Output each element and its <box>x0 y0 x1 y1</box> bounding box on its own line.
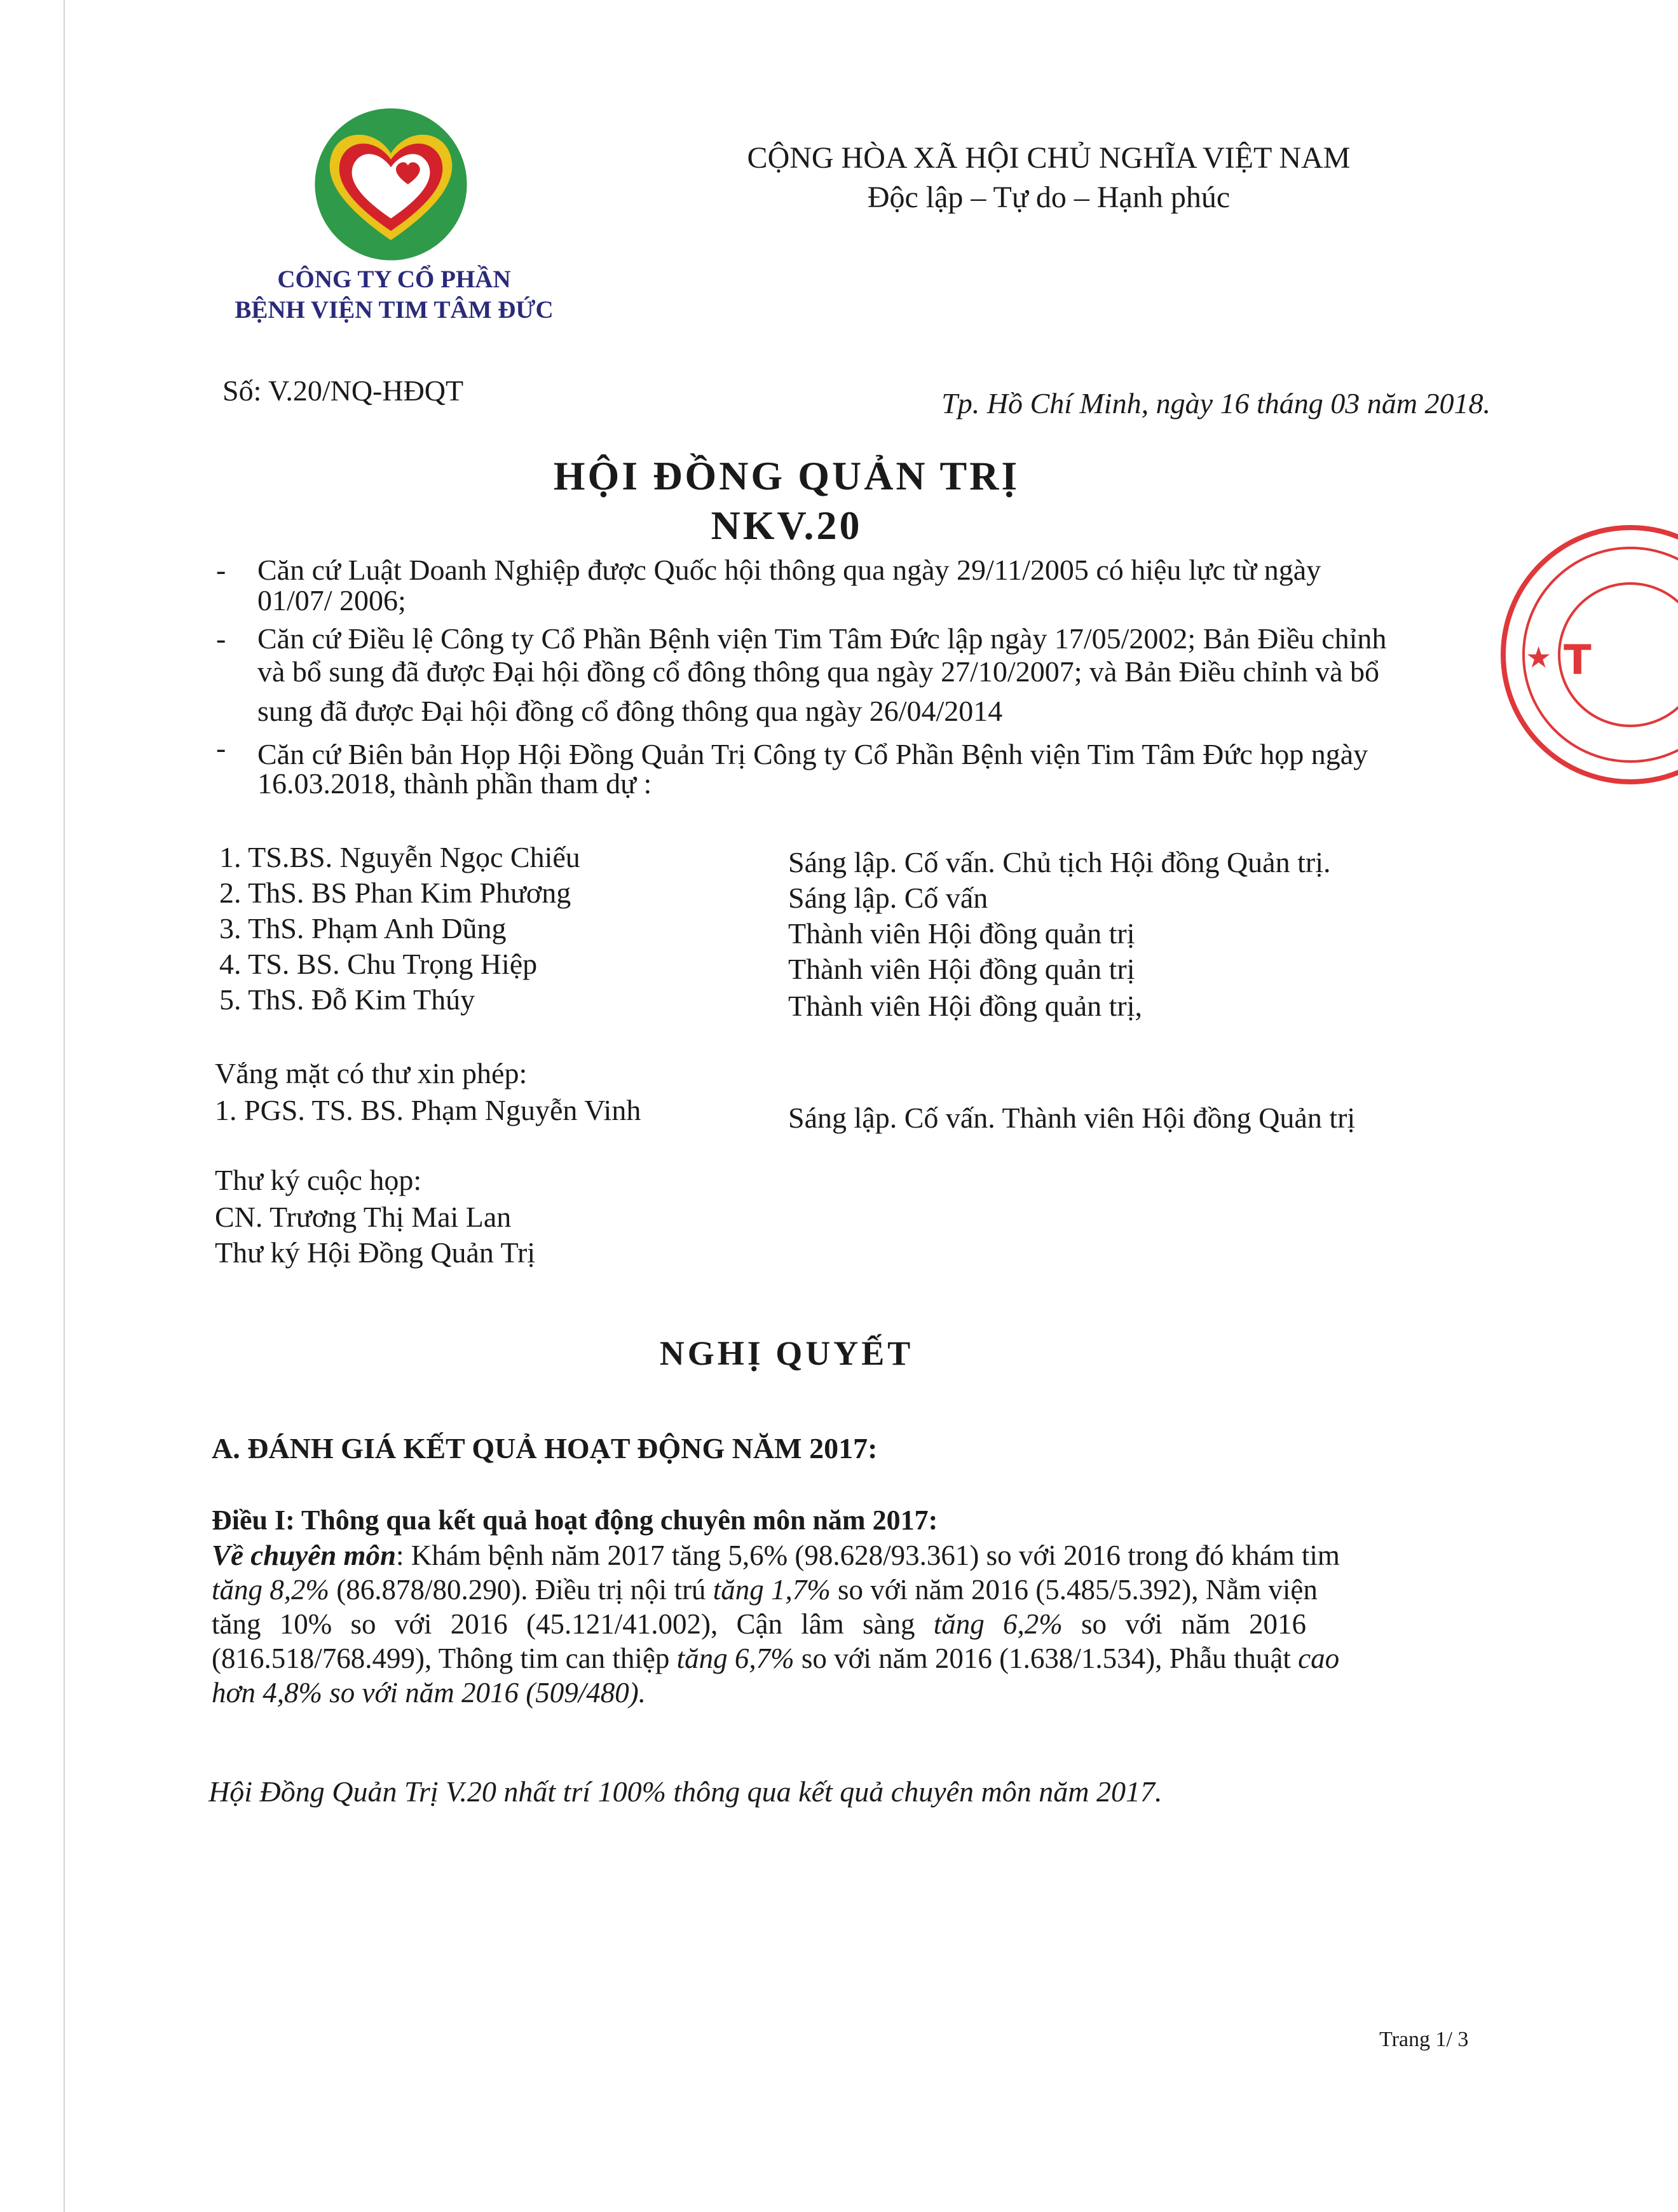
company-name-line1: CÔNG TY CỔ PHẦN <box>277 266 511 293</box>
board-title: HỘI ĐỒNG QUẢN TRỊ <box>553 453 1020 498</box>
section-a-heading: A. ĐÁNH GIÁ KẾT QUẢ HOẠT ĐỘNG NĂM 2017: <box>212 1432 878 1464</box>
basis-dash: - <box>216 732 226 764</box>
secretary-label: Thư ký cuộc họp: <box>215 1164 422 1196</box>
document-date: Tp. Hồ Chí Minh, ngày 16 tháng 03 năm 2018. <box>941 387 1490 420</box>
absent-role: Sáng lập. Cố vấn. Thành viên Hội đồng Quản trị <box>788 1102 1356 1134</box>
basis-2-line1: Căn cứ Điều lệ Công ty Cổ Phần Bệnh viện Tim Tâm Đức lập ngày 17/05/2002; Bản Điều chỉnh <box>257 622 1387 655</box>
article-1-conclusion: Hội Đồng Quản Trị V.20 nhất trí 100% thông qua kết quả chuyên môn năm 2017. <box>208 1775 1163 1808</box>
svg-text:T: T <box>1564 637 1592 684</box>
svg-text:★: ★ <box>1525 640 1552 674</box>
member-name: 1. TS.BS. Nguyễn Ngọc Chiếu <box>219 841 580 873</box>
company-seal-stamp <box>1487 521 1678 788</box>
absent-name: 1. PGS. TS. BS. Phạm Nguyễn Vinh <box>215 1094 641 1126</box>
absent-label: Vắng mặt có thư xin phép: <box>215 1057 528 1089</box>
article-1-lead: Về chuyên môn <box>212 1540 397 1571</box>
secretary-name: CN. Trương Thị Mai Lan <box>215 1201 512 1233</box>
member-role: Thành viên Hội đồng quản trị, <box>788 990 1143 1022</box>
basis-1-line2: 01/07/ 2006; <box>257 584 406 617</box>
article-1-body: Về chuyên môn: Khám bệnh năm 2017 tăng 5,6% (98.628/93.361) so với 2016 trong đó khám tim tăng 8,2% (86.878/80.290). Điều trị nội trú tăng 1,7% so với năm 2016 (5.485/5.392), Nằm viện tăng 10% so với 2016 (45.121/41.002), Cận lâm sàng tăng 6,2% so với năm 2016 (816.518/768.499), Thông tim can thiệp tăng 6,7% so với năm 2016 (1.638/1.534), Phẫu thuật cao hơn 4,8% so với năm 2016 (509/480). <box>212 1540 1340 1709</box>
basis-2-line2: và bổ sung đã được Đại hội đồng cổ đông thông qua ngày 27/10/2007; và Bản Điều chỉnh và bổ <box>257 655 1380 688</box>
page-number: Trang 1/ 3 <box>1379 2028 1469 2051</box>
member-name: 4. TS. BS. Chu Trọng Hiệp <box>219 948 538 980</box>
nation-motto: Độc lập – Tự do – Hạnh phúc <box>867 181 1231 214</box>
company-name-line2: BỆNH VIỆN TIM TÂM ĐỨC <box>235 296 554 324</box>
member-role: Thành viên Hội đồng quản trị <box>788 953 1135 985</box>
nation-name: CỘNG HÒA XÃ HỘI CHỦ NGHĨA VIỆT NAM <box>747 141 1351 175</box>
article-1-title: Điều I: Thông qua kết quả hoạt động chuyên môn năm 2017: <box>212 1505 938 1536</box>
member-role: Thành viên Hội đồng quản trị <box>788 917 1135 950</box>
board-code: NKV.20 <box>711 503 863 548</box>
basis-3-line1: Căn cứ Biên bản Họp Hội Đồng Quản Trị Công ty Cổ Phần Bệnh viện Tim Tâm Đức họp ngày <box>257 738 1368 770</box>
member-role: Sáng lập. Cố vấn. Chủ tịch Hội đồng Quản trị. <box>788 846 1331 878</box>
secretary-title: Thư ký Hội Đồng Quản Trị <box>215 1236 536 1269</box>
basis-3-line2: 16.03.2018, thành phần tham dự : <box>257 767 652 800</box>
hospital-logo <box>313 107 468 262</box>
member-role: Sáng lập. Cố vấn <box>788 882 988 914</box>
basis-1-line1: Căn cứ Luật Doanh Nghiệp được Quốc hội thông qua ngày 29/11/2005 có hiệu lực từ ngày <box>257 554 1321 586</box>
basis-dash: - <box>216 622 226 655</box>
basis-dash: - <box>216 554 226 586</box>
basis-2-line3: sung đã được Đại hội đồng cổ đông thông qua ngày 26/04/2014 <box>257 695 1003 727</box>
member-name: 2. ThS. BS Phan Kim Phương <box>219 877 571 909</box>
member-name: 3. ThS. Phạm Anh Dũng <box>219 912 507 945</box>
scan-edge-line <box>64 0 65 2212</box>
document-number: Số: V.20/NQ-HĐQT <box>222 374 464 407</box>
resolution-title: NGHỊ QUYẾT <box>659 1334 914 1372</box>
member-name: 5. ThS. Đỗ Kim Thúy <box>219 983 475 1016</box>
